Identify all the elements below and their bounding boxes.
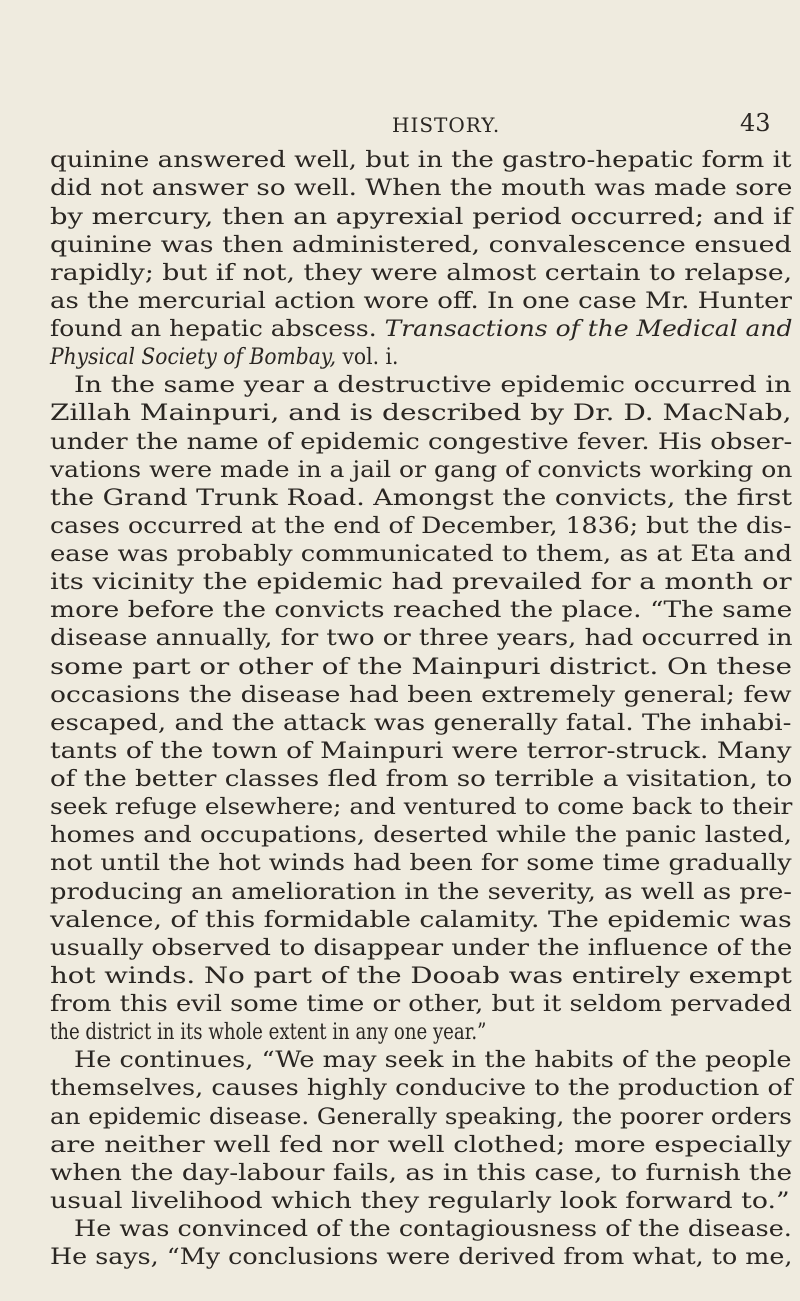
text-line: by mercury, then an apyrexial period occurred; and if xyxy=(50,204,792,230)
text-line: cases occurred at the end of December, 1836; but the dis- xyxy=(50,513,792,539)
text-line: are neither well fed nor well clothed; more especially xyxy=(50,1132,792,1158)
running-head: HISTORY. xyxy=(392,113,501,137)
text-line: its vicinity the epidemic had prevailed for a month or xyxy=(50,569,792,595)
text-line: of the better classes fled from so terrible a visitation, to xyxy=(50,766,793,792)
text-line: when the day-labour fails, as in this case, to furnish the xyxy=(50,1160,793,1186)
text-line: an epidemic disease. Generally speaking, the poorer orders xyxy=(50,1104,792,1130)
text-line: He says, “My conclusions were derived from what, to me, xyxy=(50,1244,793,1270)
text-line: usual livelihood which they regularly look forward to.” xyxy=(50,1188,790,1214)
text-line: under the name of epidemic congestive fever. His obser- xyxy=(50,429,793,455)
text-line: not until the hot winds had been for some time gradually xyxy=(50,850,792,876)
text-line: hot winds. No part of the Dooab was entirely exempt xyxy=(50,963,792,989)
text-segment: vol. i. xyxy=(342,344,399,370)
text-line: In the same year a destructive epidemic occurred in xyxy=(74,372,792,398)
text-line: homes and occupations, deserted while the panic lasted, xyxy=(50,822,792,848)
text-line: the Grand Trunk Road. Amongst the convicts, the first xyxy=(50,485,793,511)
text-line: quinine answered well, but in the gastro-hepatic form it xyxy=(50,147,792,173)
text-line: usually observed to disappear under the influence of the xyxy=(50,935,793,961)
text-line: themselves, causes highly conducive to the production of xyxy=(50,1075,793,1101)
text-line: the district in its whole extent in any one year.” xyxy=(50,1019,487,1045)
text-line: did not answer so well. When the mouth was made sore xyxy=(50,175,793,201)
text-line: valence, of this formidable calamity. The epidemic was xyxy=(50,907,792,933)
text-line: occasions the disease had been extremely general; few xyxy=(50,682,792,708)
journal-title: Transactions of the Medical and xyxy=(384,316,793,342)
text-line: quinine was then administered, convalescence ensued xyxy=(50,232,792,258)
text-line: rapidly; but if not, they were almost certain to relapse, xyxy=(50,260,793,286)
text-line: more before the convicts reached the place. “The same xyxy=(50,597,793,623)
text-line: He continues, “We may seek in the habits of the people xyxy=(74,1047,792,1073)
text-line: as the mercurial action wore off. In one case Mr. Hunter xyxy=(50,288,792,314)
text-line: Zillah Mainpuri, and is described by Dr. D. MacNab, xyxy=(50,400,792,426)
text-line: producing an amelioration in the severity, as well as pre- xyxy=(50,879,792,905)
text-line: seek refuge elsewhere; and ventured to come back to their xyxy=(50,794,793,820)
page-number: 43 xyxy=(740,109,771,137)
text-line: disease annually, for two or three years, had occurred in xyxy=(50,625,793,651)
text-line: He was convinced of the contagiousness of the disease. xyxy=(74,1216,792,1242)
text-line xyxy=(50,315,792,343)
text-line xyxy=(50,343,398,371)
text-line: from this evil some time or other, but it seldom pervaded xyxy=(50,991,792,1017)
text-segment: found an hepatic abscess. xyxy=(50,316,377,342)
text-line: tants of the town of Mainpuri were terror-struck. Many xyxy=(50,738,792,764)
text-line: escaped, and the attack was generally fatal. The inhabi- xyxy=(50,710,792,736)
text-line: ease was probably communicated to them, as at Eta and xyxy=(50,541,793,567)
text-line: some part or other of the Mainpuri district. On these xyxy=(50,654,792,680)
text-line: vations were made in a jail or gang of convicts working on xyxy=(50,457,793,483)
journal-title-cont: Physical Society of Bombay, xyxy=(50,344,337,370)
